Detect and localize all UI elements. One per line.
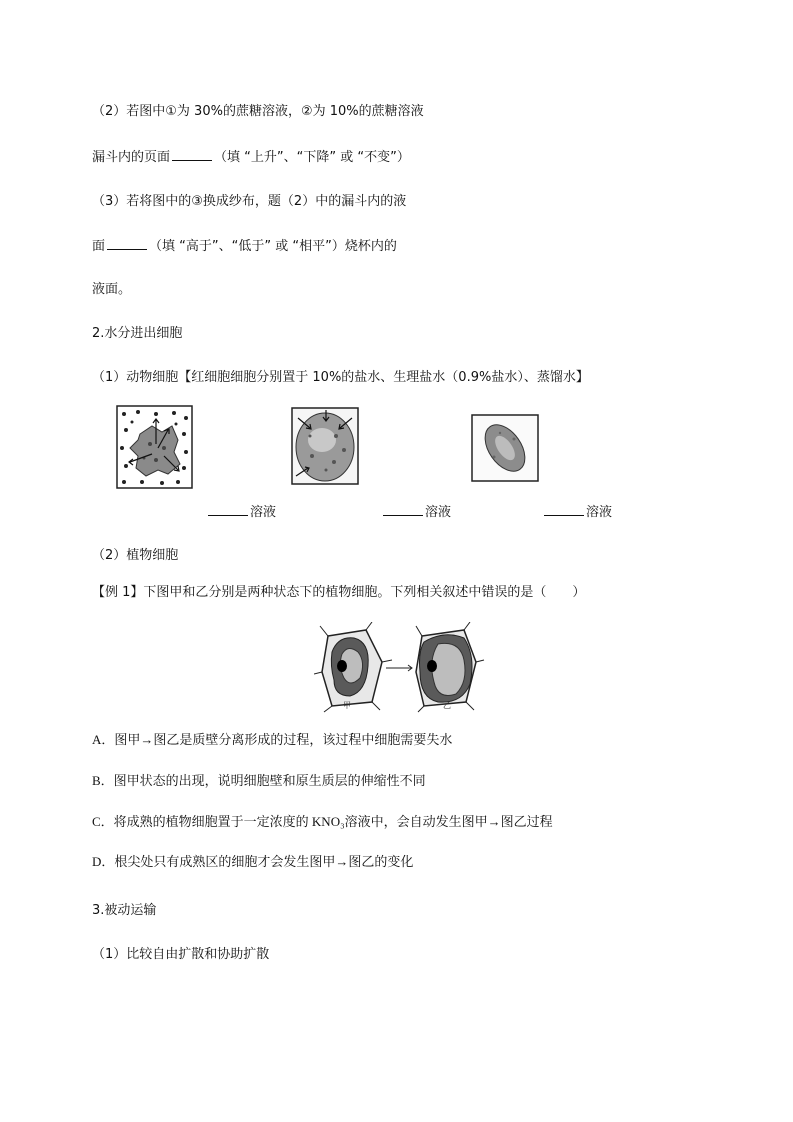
figure-label-yi: 乙 bbox=[443, 701, 451, 710]
option-c[interactable]: C．将成熟的植物细胞置于一定浓度的 KNO₃溶液中，会自动发生图甲→图乙过程 bbox=[92, 814, 553, 829]
q2-line2 bbox=[92, 148, 410, 167]
answer-blank[interactable] bbox=[107, 237, 147, 250]
section2-title: 2.水分进出细胞 bbox=[92, 326, 183, 341]
rbc-label-2 bbox=[381, 503, 451, 522]
q3-line3: 液面。 bbox=[92, 282, 132, 297]
q2-line1: （2）若图中①为 30%的蔗糖溶液，②为 10%的蔗糖溶液 bbox=[92, 104, 424, 119]
q3-line1: （3）若将图中的③换成纱布，题（2）中的漏斗内的液 bbox=[92, 194, 407, 209]
figure-label-jia: 甲 bbox=[343, 701, 351, 710]
rbc-label-3 bbox=[542, 503, 612, 522]
plant-cell-figure bbox=[314, 622, 486, 714]
q3-line2 bbox=[92, 237, 397, 256]
solution-label: 溶液 bbox=[586, 505, 613, 520]
rbc-hypertonic-figure bbox=[112, 404, 196, 490]
q3-line2-pre: 面 bbox=[92, 239, 106, 254]
rbc-distilled-water-figure bbox=[470, 413, 542, 483]
q2-line2-pre: 漏斗内的页面 bbox=[92, 150, 171, 165]
section3-title: 3.被动运输 bbox=[92, 903, 157, 918]
answer-blank[interactable] bbox=[208, 503, 248, 516]
option-b[interactable]: B．图甲状态的出现，说明细胞壁和原生质层的伸缩性不同 bbox=[92, 773, 426, 788]
solution-label: 溶液 bbox=[425, 505, 452, 520]
answer-blank[interactable] bbox=[383, 503, 423, 516]
plant-cell-heading: （2）植物细胞 bbox=[92, 548, 179, 563]
q3-line2-post: （填 “高于”、“低于” 或 “相平”）烧杯内的 bbox=[149, 239, 397, 254]
section3-sub1: （1）比较自由扩散和协助扩散 bbox=[92, 947, 270, 962]
option-d[interactable]: D．根尖处只有成熟区的细胞才会发生图甲→图乙的变化 bbox=[92, 854, 414, 869]
option-a[interactable]: A．图甲→图乙是质壁分离形成的过程，该过程中细胞需要失水 bbox=[92, 732, 453, 747]
rbc-label-1 bbox=[206, 503, 276, 522]
rbc-isotonic-figure bbox=[290, 406, 362, 486]
q2-line2-post: （填 “上升”、“下降” 或 “不变”） bbox=[214, 150, 410, 165]
example-stem: 【例 1】下图甲和乙分别是两种状态下的植物细胞。下列相关叙述中错误的是（ ） bbox=[92, 585, 586, 600]
answer-blank[interactable] bbox=[172, 148, 212, 161]
animal-cell-heading: （1）动物细胞【红细胞细胞分别置于 10%的盐水、生理盐水（0.9%盐水）、蒸馏水】 bbox=[92, 370, 589, 385]
answer-blank[interactable] bbox=[544, 503, 584, 516]
solution-label: 溶液 bbox=[250, 505, 277, 520]
